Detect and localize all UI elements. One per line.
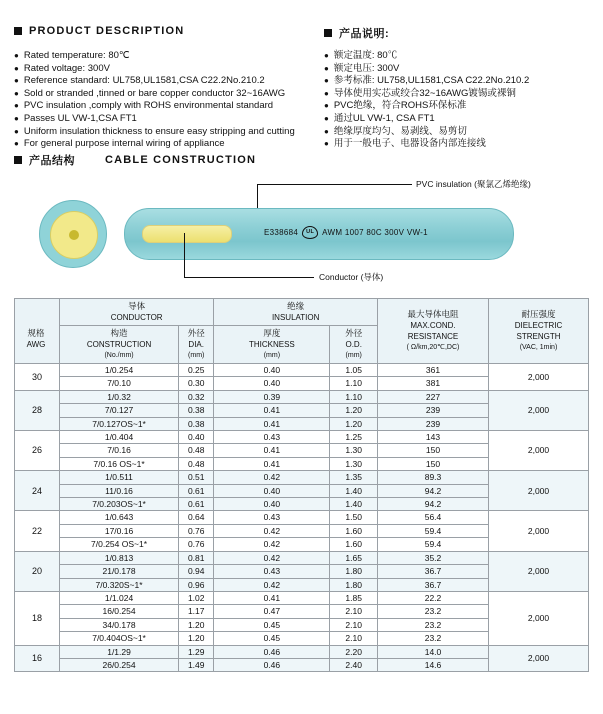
cell-od: 1.85	[330, 591, 378, 604]
list-item	[324, 100, 589, 113]
heading-cable-construction	[14, 152, 256, 168]
cell-dia: 0.38	[179, 404, 214, 417]
list-item-label: Uniform insulation thickness to ensure easy stripping and cutting	[23, 125, 295, 137]
cell-construction: 7/0.404OS~1*	[60, 632, 179, 645]
th-awg	[16, 328, 56, 350]
th-thickness-en: THICKNESS	[248, 340, 295, 349]
th-dia-cn: 外径	[187, 328, 205, 338]
cell-dia: 0.76	[179, 524, 214, 537]
cell-od: 1.40	[330, 484, 378, 497]
th-group-conductor	[60, 299, 214, 326]
list-item	[14, 113, 324, 126]
list-item	[14, 50, 324, 63]
cell-thickness: 0.41	[214, 404, 330, 417]
heading-product-description-cn	[324, 25, 589, 41]
th-thickness-unit: (mm)	[263, 352, 281, 359]
cable-surface-print	[264, 226, 428, 239]
th-group-insulation-cn: 绝缘	[287, 301, 305, 311]
list-item-label: Passes UL VW-1,CSA FT1	[23, 112, 137, 124]
cell-resistance: 94.2	[378, 498, 489, 511]
cell-dielectric: 2,000	[489, 645, 589, 672]
table-row	[15, 431, 589, 444]
cell-od: 1.10	[330, 390, 378, 403]
list-item	[14, 100, 324, 113]
cell-resistance: 150	[378, 457, 489, 470]
th-resistance	[378, 299, 489, 364]
th-od-cn: 外径	[345, 328, 363, 338]
th-group-conductor-cn: 导体	[128, 301, 146, 311]
cell-resistance: 59.4	[378, 538, 489, 551]
heading-label-en: CABLE CONSTRUCTION	[105, 154, 257, 166]
round-bullet-icon: ●	[14, 63, 19, 73]
th-dielectric-en: DIELECTRIC STRENGTH	[514, 321, 563, 341]
cell-dia: 0.64	[179, 511, 214, 524]
table-row	[15, 551, 589, 564]
th-construction-en: CONSTRUCTION	[86, 340, 152, 349]
list-item-label: PVC绝缘，符合ROHS环保标准	[333, 100, 467, 112]
list-item-label: Sold or stranded ,tinned or bare copper conductor 32~16AWG	[23, 87, 286, 99]
cell-thickness: 0.46	[214, 645, 330, 658]
cell-construction: 11/0.16	[60, 484, 179, 497]
th-thickness-cn: 厚度	[263, 328, 281, 338]
list-item	[14, 75, 324, 88]
table-row	[15, 471, 589, 484]
cell-dia: 0.30	[179, 377, 214, 390]
cell-thickness: 0.43	[214, 511, 330, 524]
table-row	[15, 511, 589, 524]
cell-resistance: 239	[378, 404, 489, 417]
cell-od: 1.20	[330, 417, 378, 430]
cell-resistance: 239	[378, 417, 489, 430]
list-item	[14, 88, 324, 101]
ul-logo-icon: UL	[302, 226, 318, 239]
cell-construction: 1/0.813	[60, 551, 179, 564]
cell-resistance: 14.0	[378, 645, 489, 658]
cross-section-conductor	[50, 211, 98, 259]
cell-thickness: 0.40	[214, 364, 330, 377]
cell-awg: 20	[15, 551, 60, 591]
cell-dia: 0.48	[179, 444, 214, 457]
cell-dia: 0.81	[179, 551, 214, 564]
th-dia	[179, 326, 214, 364]
cell-construction: 7/0.10	[60, 377, 179, 390]
cell-dia: 0.61	[179, 484, 214, 497]
table-head	[15, 299, 589, 364]
cell-resistance: 227	[378, 390, 489, 403]
cell-od: 1.25	[330, 431, 378, 444]
cell-od: 1.20	[330, 404, 378, 417]
cell-resistance: 36.7	[378, 565, 489, 578]
cell-thickness: 0.45	[214, 632, 330, 645]
table-row	[15, 591, 589, 604]
cell-thickness: 0.42	[214, 538, 330, 551]
th-thickness	[214, 326, 330, 364]
cell-dia: 1.49	[179, 658, 214, 671]
label-conductor: Conductor (导体)	[319, 272, 384, 282]
cell-od: 1.10	[330, 377, 378, 390]
cell-construction: 7/0.127OS~1*	[60, 417, 179, 430]
round-bullet-icon: ●	[324, 139, 329, 149]
specification-table	[14, 298, 589, 672]
list-item-label: 用于一般电子、电器设备内部连接线	[333, 138, 486, 150]
th-resistance-en: MAX.COND. RESISTANCE	[407, 321, 459, 341]
th-group-conductor-en: CONDUCTOR	[110, 313, 163, 322]
cell-dia: 0.76	[179, 538, 214, 551]
cell-resistance: 23.2	[378, 605, 489, 618]
th-construction	[60, 326, 179, 364]
cell-dia: 0.94	[179, 565, 214, 578]
cell-dia: 1.29	[179, 645, 214, 658]
cell-resistance: 56.4	[378, 511, 489, 524]
cell-resistance: 14.6	[378, 658, 489, 671]
round-bullet-icon: ●	[14, 88, 19, 98]
leader-line-horizontal-conductor	[184, 277, 314, 278]
cell-dia: 1.20	[179, 618, 214, 631]
print-rating-text: AWM 1007 80C 300V VW-1	[322, 228, 428, 237]
product-description-section	[14, 16, 589, 151]
cell-construction: 1/0.32	[60, 390, 179, 403]
cell-thickness: 0.41	[214, 444, 330, 457]
cell-thickness: 0.43	[214, 431, 330, 444]
list-item-label: 参考标准: UL758,UL1581,CSA C22.2No.210.2	[333, 75, 530, 87]
cell-od: 1.50	[330, 511, 378, 524]
table-row	[15, 645, 589, 658]
cell-od: 1.30	[330, 457, 378, 470]
round-bullet-icon: ●	[324, 88, 329, 98]
cell-awg: 18	[15, 591, 60, 645]
list-item	[324, 50, 589, 63]
cell-od: 2.10	[330, 605, 378, 618]
cell-dielectric: 2,000	[489, 511, 589, 551]
cell-construction: 1/0.404	[60, 431, 179, 444]
cell-awg: 26	[15, 431, 60, 471]
list-item	[324, 138, 589, 151]
round-bullet-icon: ●	[324, 51, 329, 60]
cross-section-center	[69, 230, 79, 240]
cell-od: 1.40	[330, 498, 378, 511]
cell-resistance: 361	[378, 364, 489, 377]
cable-construction-diagram	[14, 176, 589, 288]
round-bullet-icon: ●	[324, 101, 329, 111]
cell-thickness: 0.47	[214, 605, 330, 618]
cell-resistance: 94.2	[378, 484, 489, 497]
leader-line-horizontal-insulation	[257, 184, 412, 185]
list-item-label: Rated temperature: 80℃	[23, 50, 130, 61]
heading-product-description-en	[14, 25, 324, 37]
list-item-label: 额定温度: 80℃	[333, 50, 398, 61]
leader-line-vertical-conductor	[184, 233, 185, 277]
cell-od: 2.20	[330, 645, 378, 658]
th-group-insulation	[214, 299, 378, 326]
heading-label: 产品说明:	[339, 28, 390, 40]
cell-od: 1.80	[330, 578, 378, 591]
cell-thickness: 0.42	[214, 471, 330, 484]
round-bullet-icon: ●	[14, 76, 19, 86]
list-item-label: PVC insulation ,comply with ROHS environmental standard	[23, 100, 274, 112]
cell-resistance: 143	[378, 431, 489, 444]
th-awg-cn: 规格	[27, 328, 45, 338]
cell-thickness: 0.40	[214, 377, 330, 390]
cell-thickness: 0.39	[214, 390, 330, 403]
cell-thickness: 0.42	[214, 551, 330, 564]
cell-construction: 1/1.024	[60, 591, 179, 604]
round-bullet-icon: ●	[14, 101, 19, 111]
cell-thickness: 0.46	[214, 658, 330, 671]
cell-construction: 7/0.203OS~1*	[60, 498, 179, 511]
cell-resistance: 89.3	[378, 471, 489, 484]
list-item-label: Reference standard: UL758,UL1581,CSA C22.2No.210.2	[23, 75, 265, 87]
list-item-label: Rated voltage: 300V	[23, 62, 110, 74]
heading-label-cn: 产品结构	[29, 155, 75, 167]
cell-dia: 0.48	[179, 457, 214, 470]
list-item	[324, 75, 589, 88]
th-dia-en: DIA.	[188, 340, 204, 349]
cell-dia: 0.61	[179, 498, 214, 511]
round-bullet-icon: ●	[324, 76, 329, 86]
table-group-header-row	[15, 299, 589, 326]
round-bullet-icon: ●	[14, 51, 19, 60]
cell-od: 1.80	[330, 565, 378, 578]
th-dielectric	[489, 299, 589, 364]
cell-construction: 26/0.254	[60, 658, 179, 671]
cell-construction: 7/0.320S~1*	[60, 578, 179, 591]
square-bullet-icon	[14, 156, 22, 164]
th-construction-cn: 构造	[110, 328, 128, 338]
cell-resistance: 22.2	[378, 591, 489, 604]
list-item-label: 导体使用实芯或绞合32~16AWG镀锡或裸铜	[333, 87, 516, 99]
th-dia-unit: (mm)	[188, 352, 205, 359]
cell-od: 1.60	[330, 538, 378, 551]
cell-thickness: 0.41	[214, 457, 330, 470]
list-item-label: 绝缘厚度均匀、易剥线、易剪切	[333, 125, 467, 137]
cell-awg: 16	[15, 645, 60, 672]
cell-construction: 21/0.178	[60, 565, 179, 578]
cell-construction: 1/1.29	[60, 645, 179, 658]
cell-thickness: 0.43	[214, 565, 330, 578]
cell-resistance: 59.4	[378, 524, 489, 537]
cell-construction: 7/0.16	[60, 444, 179, 457]
list-item-label: 额定电压: 300V	[333, 62, 400, 74]
cell-awg: 28	[15, 390, 60, 430]
list-item	[324, 88, 589, 101]
cell-awg: 24	[15, 471, 60, 511]
cell-resistance: 150	[378, 444, 489, 457]
cell-dielectric: 2,000	[489, 431, 589, 471]
cell-thickness: 0.41	[214, 417, 330, 430]
cell-construction: 34/0.178	[60, 618, 179, 631]
list-item	[324, 113, 589, 126]
cable-exposed-conductor	[142, 225, 232, 243]
cell-construction: 1/0.511	[60, 471, 179, 484]
cell-awg: 30	[15, 364, 60, 391]
cell-dia: 0.38	[179, 417, 214, 430]
round-bullet-icon: ●	[14, 139, 19, 149]
cell-od: 1.60	[330, 524, 378, 537]
th-resistance-unit: ( Ω/km,20℃,DC)	[406, 344, 460, 351]
cell-construction: 7/0.254 OS~1*	[60, 538, 179, 551]
th-resistance-cn: 最大导体电阻	[407, 309, 459, 319]
th-dielectric-cn: 耐压强度	[521, 309, 556, 319]
cell-dia: 0.96	[179, 578, 214, 591]
list-item	[14, 63, 324, 76]
cell-construction: 16/0.254	[60, 605, 179, 618]
cell-resistance: 36.7	[378, 578, 489, 591]
cell-dia: 0.40	[179, 431, 214, 444]
round-bullet-icon: ●	[14, 113, 19, 123]
leader-line-vertical-insulation	[257, 184, 258, 208]
cell-od: 2.10	[330, 632, 378, 645]
cell-thickness: 0.40	[214, 498, 330, 511]
square-bullet-icon	[14, 27, 22, 35]
list-item	[14, 138, 324, 151]
cell-construction: 1/0.643	[60, 511, 179, 524]
round-bullet-icon: ●	[324, 113, 329, 123]
table-row	[15, 390, 589, 403]
list-item	[324, 63, 589, 76]
cell-dia: 0.32	[179, 390, 214, 403]
list-item	[14, 126, 324, 139]
list-item-label: 通过UL VW-1, CSA FT1	[333, 112, 435, 124]
cell-dia: 0.51	[179, 471, 214, 484]
table-row	[15, 364, 589, 377]
th-od-unit: (mm)	[345, 352, 362, 359]
th-construction-unit: (No./mm)	[104, 352, 134, 359]
round-bullet-icon: ●	[324, 126, 329, 136]
cell-construction: 1/0.254	[60, 364, 179, 377]
round-bullet-icon: ●	[14, 126, 19, 136]
th-od-en: O.D.	[345, 340, 362, 349]
cell-resistance: 23.2	[378, 618, 489, 631]
cell-od: 2.10	[330, 618, 378, 631]
cell-thickness: 0.42	[214, 524, 330, 537]
cell-awg: 22	[15, 511, 60, 551]
th-group-insulation-en: INSULATION	[271, 313, 320, 322]
list-item	[324, 126, 589, 139]
th-awg-en: AWG	[26, 340, 46, 349]
cell-dielectric: 2,000	[489, 364, 589, 391]
cell-dia: 1.17	[179, 605, 214, 618]
heading-label: PRODUCT DESCRIPTION	[29, 25, 185, 37]
cell-resistance: 23.2	[378, 632, 489, 645]
cell-thickness: 0.42	[214, 578, 330, 591]
cell-thickness: 0.41	[214, 591, 330, 604]
round-bullet-icon: ●	[324, 63, 329, 73]
cell-od: 1.35	[330, 471, 378, 484]
cell-od: 1.05	[330, 364, 378, 377]
cell-dia: 1.02	[179, 591, 214, 604]
cell-od: 1.65	[330, 551, 378, 564]
cell-od: 1.30	[330, 444, 378, 457]
th-od	[330, 326, 378, 364]
cell-thickness: 0.45	[214, 618, 330, 631]
cell-dia: 1.20	[179, 632, 214, 645]
cell-thickness: 0.40	[214, 484, 330, 497]
print-file-number: E338684	[264, 228, 299, 237]
cell-od: 2.40	[330, 658, 378, 671]
description-list-en	[14, 50, 324, 151]
cell-construction: 7/0.127	[60, 404, 179, 417]
cell-resistance: 35.2	[378, 551, 489, 564]
description-list-cn	[324, 50, 589, 151]
cell-dielectric: 2,000	[489, 591, 589, 645]
label-pvc-insulation: PVC insulation (聚氯乙烯绝缘)	[416, 179, 531, 189]
cell-resistance: 381	[378, 377, 489, 390]
cell-construction: 7/0.16 OS~1*	[60, 457, 179, 470]
cell-dia: 0.25	[179, 364, 214, 377]
cell-dielectric: 2,000	[489, 471, 589, 511]
cell-dielectric: 2,000	[489, 390, 589, 430]
square-bullet-icon	[324, 29, 332, 37]
list-item-label: For general purpose internal wiring of appliance	[23, 138, 225, 150]
cross-section-insulation	[39, 200, 107, 268]
cell-dielectric: 2,000	[489, 551, 589, 591]
cell-construction: 17/0.16	[60, 524, 179, 537]
th-dielectric-unit: (VAC, 1min)	[519, 344, 558, 351]
table-body	[15, 364, 589, 672]
